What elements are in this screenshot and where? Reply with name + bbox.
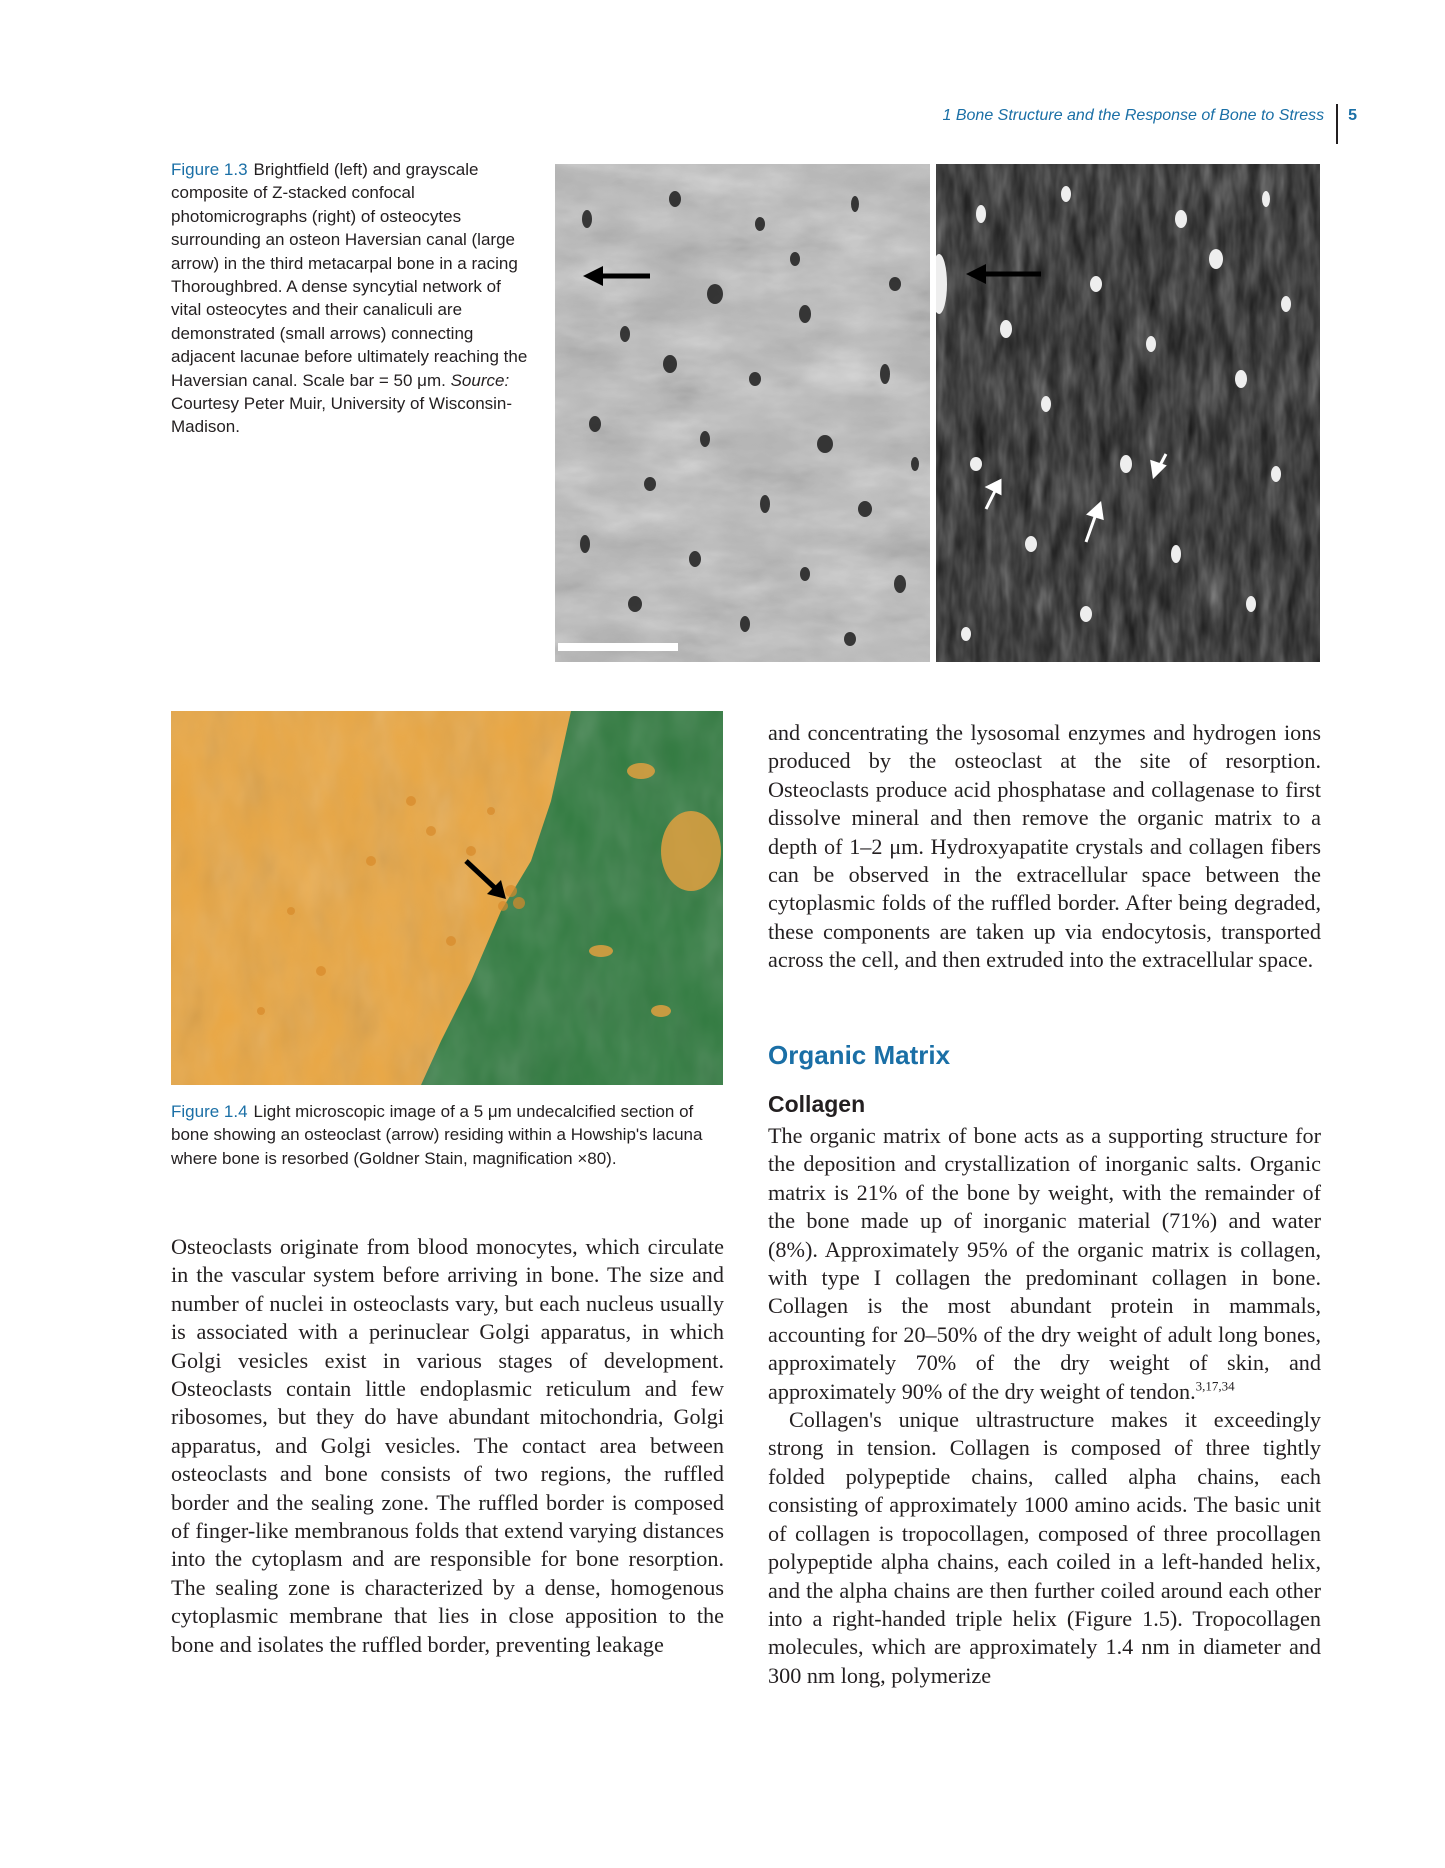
scale-bar — [558, 643, 678, 651]
reference-superscript: 3,17,34 — [1195, 1378, 1235, 1394]
figure-1-3-source-label: Source: — [450, 370, 510, 390]
figure-1-3-label: Figure 1.3 — [171, 160, 248, 179]
osteoclasts-paragraph: Osteoclasts originate from blood monocytes, which circulate in the vascular system before arriving in bone. The size and number of nuclei in osteoclasts vary, but each nucleus usually is associated with a perinuclear Golgi apparatus, in which Golgi vesicles exist in various stages of development. Osteoclasts contain little endoplasmic reticulum and few ribosomes, but they do have abundant mitochondria, Golgi apparatus, and Golgi vesicles. The contact area between osteoclasts and bone consists of two regions, the ruffled border and the sealing zone. The ruffled border is composed of finger-like membranous folds that extend varying distances into the cytoplasm and are responsible for bone resorption. The sealing zone is characterized by a dense, homogenous cytoplasmic membrane that lies in close apposition to the bone and isolates the ruffled border, preventing leakage — [171, 1234, 724, 1657]
left-column-text — [171, 1233, 724, 1659]
collagen-section-text — [768, 1122, 1321, 1690]
figure-1-4-caption — [171, 1100, 731, 1170]
chapter-title: 1 Bone Structure and the Response of Bone to Stress — [942, 107, 1325, 124]
section-heading-organic-matrix: Organic Matrix — [768, 1040, 951, 1070]
collagen-paragraph-2: Collagen's unique ultrastructure makes it exceedingly strong in tension. Collagen is composed of three tightly folded polypeptide chains, called alpha chains, each consisting of approximately 1000 amino acids. The basic unit of collagen is tropocollagen, composed of three procollagen polypeptide alpha chains, each coiled in a left-handed helix, and the alpha chains are then further coiled around each other into a right-handed triple helix (Figure 1.5). Tropocollagen molecules, which are approximately 1.4 nm in diameter and 300 nm long, polymerize — [768, 1407, 1321, 1688]
collagen-paragraph-1-text: The organic matrix of bone acts as a supporting structure for the deposition and crystallization of inorganic salts. Organic matrix is 21% of the bone by weight, with the remainder of the bone made up of inorganic material (71%) and water (8%). Approximately 95% of the organic matrix is collagen, with type I collagen the predominant collagen in bone. Collagen is the most abundant protein in mammals, accounting for 20–50% of the dry weight of adult long bones, approximately 70% of the dry weight of skin, and approximately 90% of the dry weight of tendon. — [768, 1123, 1321, 1404]
figure-1-3-source-text: Courtesy Peter Muir, University of Wisconsin-Madison. — [171, 394, 513, 437]
figure-1-3-caption-text: Brightfield (left) and grayscale composite of Z-stacked confocal photomicrographs (right) of osteocytes surrounding an osteon Haversian canal (large arrow) in the third metacarpal bone in a racing Thoroughbred. A dense syncytial network of vital osteocytes and their canaliculi are demonstrated (small arrows) connecting adjacent lacunae before ultimately reaching the Haversian canal. Scale bar = 50 μm. — [171, 160, 528, 390]
goldner-stain-micrograph — [171, 711, 723, 1085]
figure-1-4-label: Figure 1.4 — [171, 1102, 248, 1121]
right-column-continuation — [768, 719, 1321, 975]
confocal-micrograph — [936, 164, 1320, 662]
collagen-paragraph-1 — [768, 1122, 1321, 1406]
figure-1-3-caption — [171, 158, 531, 439]
subheading-collagen: Collagen — [768, 1091, 866, 1117]
running-header — [943, 104, 1357, 144]
page-number: 5 — [1348, 107, 1357, 124]
header-divider — [1336, 104, 1338, 144]
continuation-paragraph: and concentrating the lysosomal enzymes and hydrogen ions produced by the osteoclast at the site of resorption. Osteoclasts produce acid phosphatase and collagenase to first dissolve mineral and then remove the organic matrix to a depth of 1–2 μm. Hydroxyapatite crystals and collagen fibers can be observed in the extracellular space between the cytoplasmic folds of the ruffled border. After being degraded, these components are taken up via endocytosis, transported across the cell, and then extruded into the extracellular space. — [768, 720, 1321, 973]
brightfield-micrograph — [555, 164, 930, 662]
figure-1-4-caption-text: Light microscopic image of a 5 μm undecalcified section of bone showing an osteoclast (arrow) residing within a Howship's lacuna where bone is resorbed (Goldner Stain, magnification ×80). — [171, 1102, 703, 1168]
